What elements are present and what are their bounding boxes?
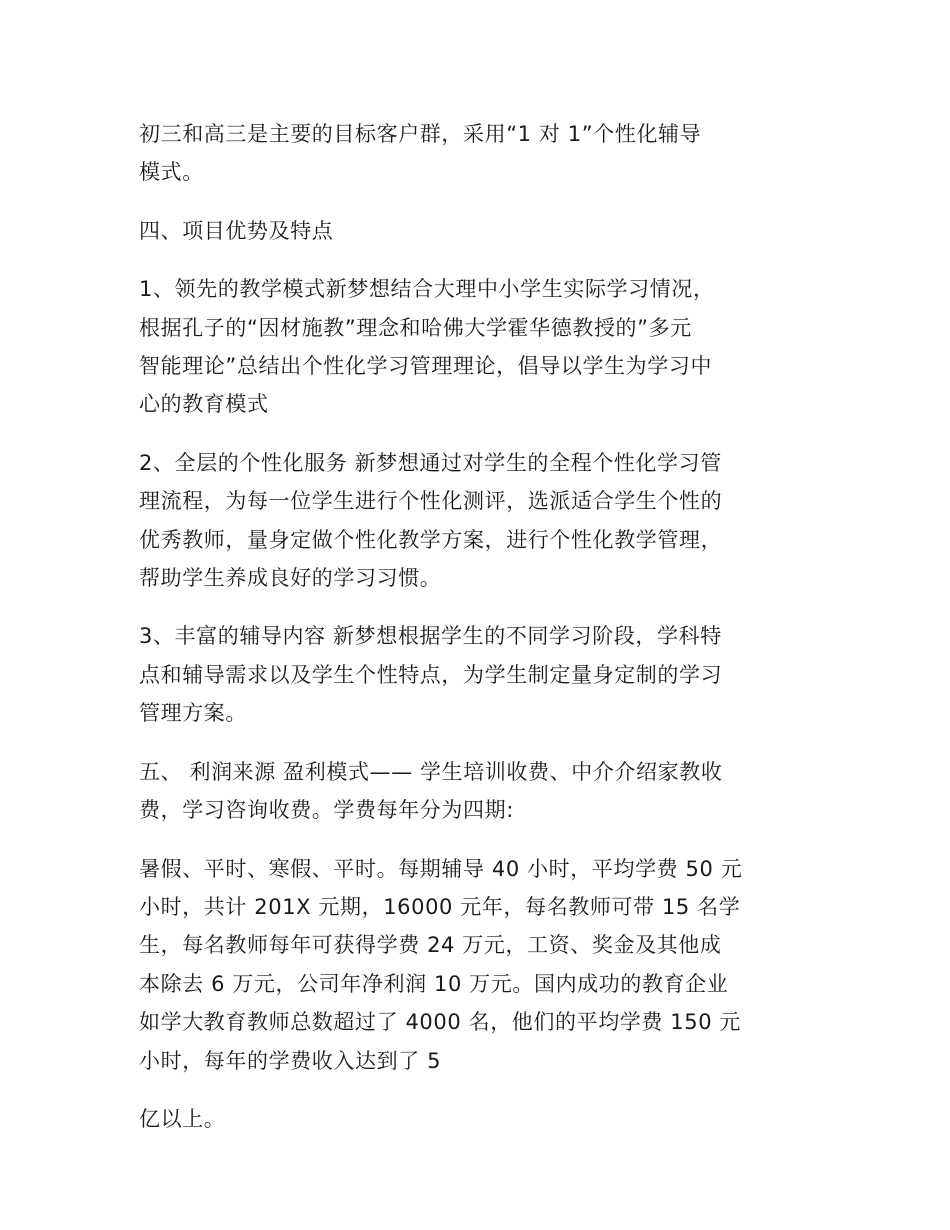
text-line: 管理方案。	[139, 701, 247, 726]
section-heading-text: 四、项目优势及特点	[139, 218, 334, 243]
document-body	[139, 115, 811, 1158]
text-line: 2、全层的个性化服务 新梦想通过对学生的全程个性化学习管	[139, 450, 722, 475]
paragraph-target-customers	[139, 115, 811, 192]
section-profit-source	[139, 753, 811, 830]
paragraph-revenue-conclusion	[139, 1100, 811, 1138]
text-line: 智能理论”总结出个性化学习管理理论，倡导以学生为学习中	[139, 354, 713, 379]
section-heading-advantages	[139, 212, 811, 250]
text-line: 3、丰富的辅导内容 新梦想根据学生的不同学习阶段，学科特	[139, 624, 722, 649]
text-line: 优秀教师，量身定做个性化教学方案，进行个性化教学管理，	[139, 527, 723, 552]
text-line: 小时，共计 201X 元期，16000 元年，每名教师可带 15 名学	[139, 894, 741, 919]
text-line: 亿以上。	[139, 1106, 226, 1131]
text-line: 小时，每年的学费收入达到了 5	[139, 1048, 442, 1073]
paragraph-teaching-model	[139, 270, 811, 424]
paragraph-tutoring-content	[139, 617, 811, 732]
text-line: 点和辅导需求以及学生个性特点，为学生制定量身定制的学习	[139, 662, 723, 687]
text-line: 帮助学生养成良好的学习习惯。	[139, 566, 442, 591]
text-line: 生，每名教师每年可获得学费 24 万元，工资、奖金及其他成	[139, 933, 722, 958]
text-line: 模式。	[139, 160, 204, 185]
paragraph-personalized-service	[139, 444, 811, 598]
text-line: 理流程，为每一位学生进行个性化测评，选派适合学生个性的	[139, 489, 723, 514]
text-line: 1、领先的教学模式新梦想结合大理中小学生实际学习情况，	[139, 277, 715, 302]
text-line: 初三和高三是主要的目标客户群，采用“1 对 1”个性化辅导	[139, 122, 702, 146]
text-line: 心的教育模式	[139, 392, 269, 417]
text-line: 本除去 6 万元，公司年净利润 10 万元。国内成功的教育企业	[139, 971, 729, 996]
text-line: 如学大教育教师总数超过了 4000 名，他们的平均学费 150 元	[139, 1010, 742, 1035]
text-line: 费，学习咨询收费。学费每年分为四期:	[139, 798, 514, 823]
text-line: 暑假、平时、寒假、平时。每期辅导 40 小时，平均学费 50 元	[139, 856, 743, 881]
text-line: 五、 利润来源 盈利模式—— 学生培训收费、中介介绍家教收	[139, 759, 723, 784]
text-line: 根据孔子的“因材施教”理念和哈佛大学霍华德教授的”多元	[139, 315, 692, 340]
paragraph-fee-details	[139, 850, 811, 1080]
